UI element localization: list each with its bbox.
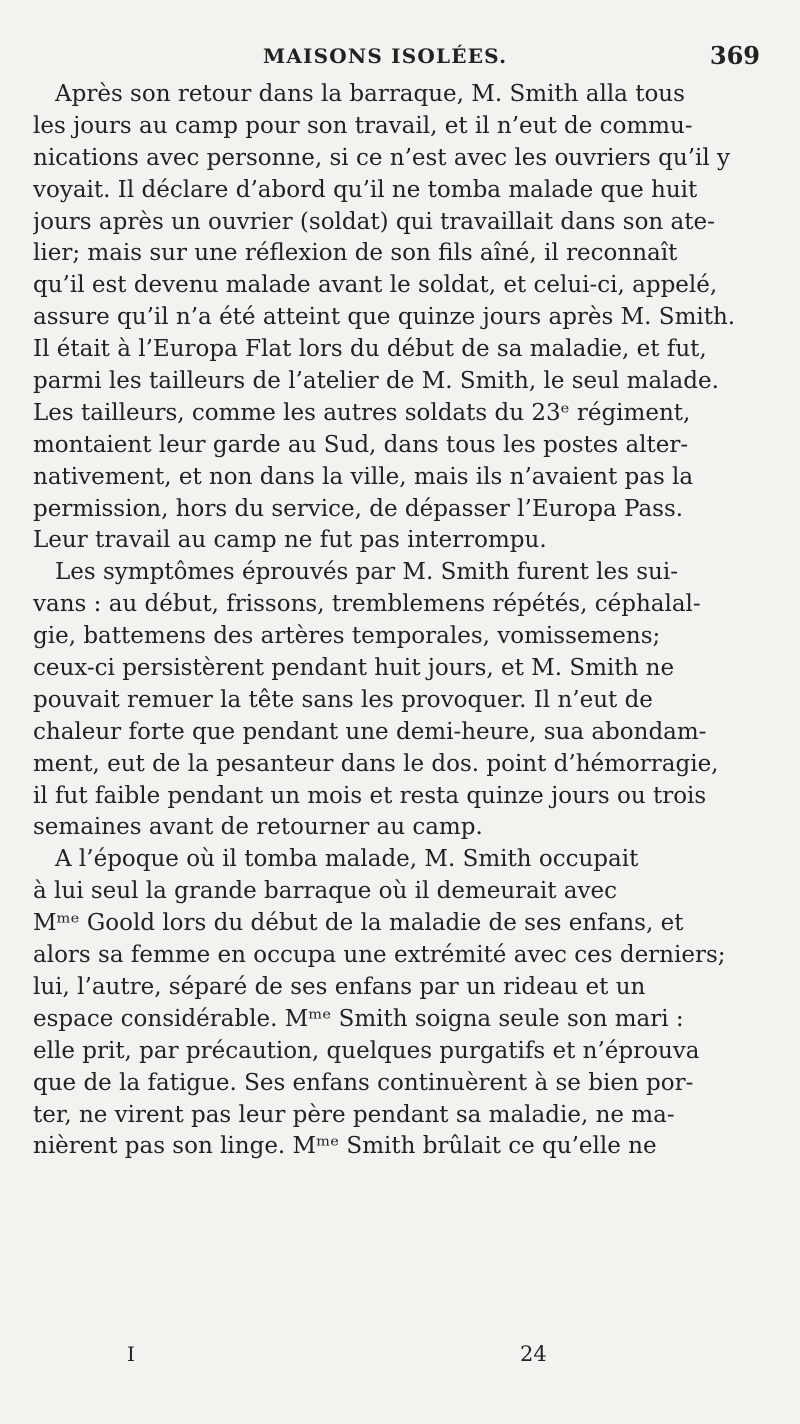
text-line: lui, l’autre, séparé de ses enfans par un rideau et un [33, 973, 646, 1000]
text-line: nièrent pas son linge. Mᵐᵉ Smith brûlait ce qu’elle ne [33, 1133, 657, 1160]
text-line: vans : au début, frissons, tremblemens répétés, céphalal- [33, 591, 701, 618]
text-line: alors sa femme en occupa une extrémité avec ces derniers; [33, 942, 726, 969]
text-line: voyait. Il déclare d’abord qu’il ne tomba malade que huit [33, 176, 698, 203]
text-line: Les symptômes éprouvés par M. Smith furent les sui- [55, 559, 678, 586]
text-line: A l’époque où il tomba malade, M. Smith occupait [55, 846, 639, 873]
page-number: 369 [709, 41, 760, 70]
text-line: Il était à l’Europa Flat lors du début de sa maladie, et fut, [33, 336, 707, 363]
text-line: que de la fatigue. Ses enfans continuèrent à se bien por- [33, 1069, 694, 1096]
text-line: il fut faible pendant un mois et resta quinze jours ou trois [33, 782, 707, 809]
text-line: Mᵐᵉ Goold lors du début de la maladie de ses enfans, et [33, 910, 684, 937]
signature-number: 24 [520, 1342, 547, 1366]
text-line: Après son retour dans la barraque, M. Smith alla tous [55, 81, 685, 107]
text-line: les jours au camp pour son travail, et il n’eut de commu- [33, 112, 693, 139]
text-line: elle prit, par précaution, quelques purgatifs et n’éprouva [33, 1037, 700, 1064]
text-line: Les tailleurs, comme les autres soldats du 23ᵉ régiment, [33, 399, 691, 426]
signature-line [0, 1342, 800, 1370]
text-line: permission, hors du service, de dépasser l’Europa Pass. [33, 495, 684, 522]
signature-mark: I [127, 1342, 135, 1366]
text-line: parmi les tailleurs de l’atelier de M. Smith, le seul malade. [33, 368, 719, 395]
text-line: ment, eut de la pesanteur dans le dos. point d’hémorragie, [33, 750, 719, 777]
text-line: semaines avant de retourner au camp. [33, 814, 483, 841]
text-line: chaleur forte que pendant une demi-heure, sua abondam- [33, 718, 707, 745]
text-line: gie, battemens des artères temporales, vomissemens; [33, 623, 661, 650]
text-line: Leur travail au camp ne fut pas interrompu. [33, 527, 547, 554]
running-head [0, 41, 800, 72]
text-line: ceux-ci persistèrent pendant huit jours, et M. Smith ne [33, 655, 675, 682]
text-line: lier; mais sur une réflexion de son fils aîné, il reconnaît [33, 240, 678, 267]
text-line: nications avec personne, si ce n’est avec les ouvriers qu’il y [33, 144, 731, 171]
text-line: espace considérable. Mᵐᵉ Smith soigna seule son mari : [33, 1005, 684, 1032]
text-line: assure qu’il n’a été atteint que quinze jours après M. Smith. [33, 304, 736, 331]
body-text [33, 79, 785, 1163]
text-line: à lui seul la grande barraque où il demeurait avec [33, 878, 617, 905]
text-line: nativement, et non dans la ville, mais ils n’avaient pas la [33, 463, 694, 490]
text-line: montaient leur garde au Sud, dans tous les postes alter- [33, 431, 689, 458]
text-line: ter, ne virent pas leur père pendant sa maladie, ne ma- [33, 1101, 675, 1128]
running-title: MAISONS ISOLÉES. [263, 44, 508, 68]
text-line: jours après un ouvrier (soldat) qui travaillait dans son ate- [33, 208, 715, 235]
text-line: qu’il est devenu malade avant le soldat, et celui-ci, appelé, [33, 272, 718, 299]
text-line: pouvait remuer la tête sans les provoquer. Il n’eut de [33, 686, 653, 713]
